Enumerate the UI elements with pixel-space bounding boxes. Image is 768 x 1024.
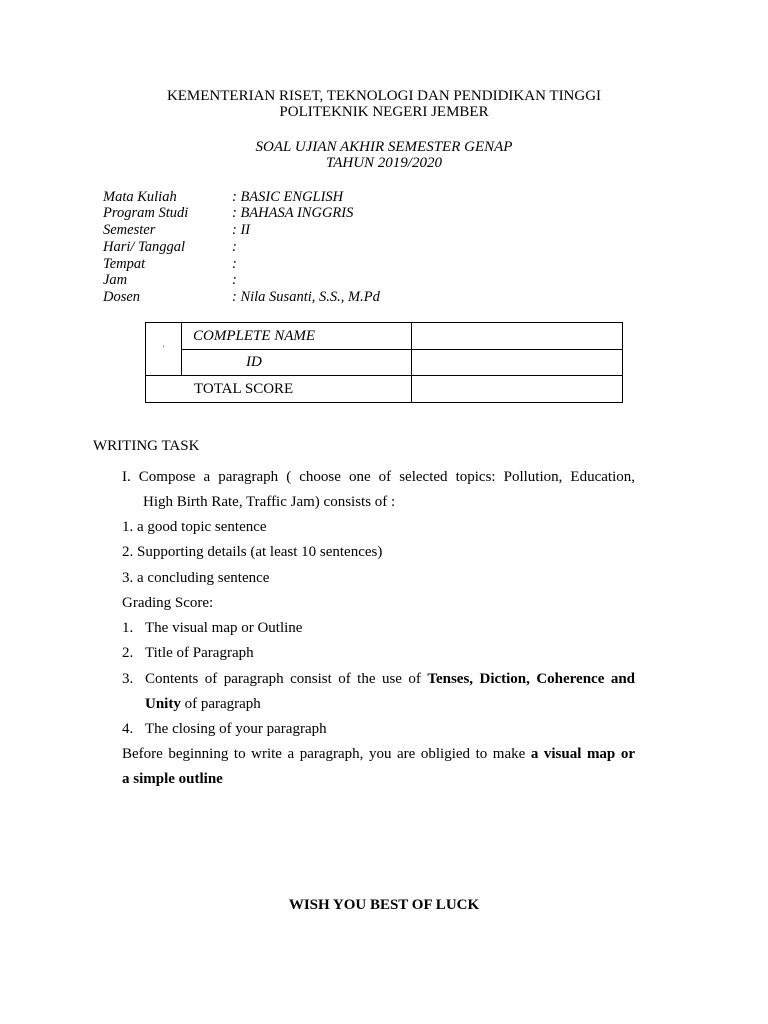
grading-heading: Grading Score: xyxy=(122,595,214,611)
institution-heading: POLITEKNIK NEGERI JEMBER xyxy=(279,104,489,120)
complete-name-label: COMPLETE NAME xyxy=(182,323,412,350)
complete-name-field[interactable] xyxy=(412,323,623,350)
grading-item-3-line-2 xyxy=(145,696,261,713)
total-score-label: TOTAL SCORE xyxy=(146,376,412,403)
good-luck-message: WISH YOU BEST OF LUCK xyxy=(288,897,480,913)
grading-item-3-text: of paragraph xyxy=(180,696,261,712)
table-corner-cell xyxy=(146,323,182,376)
grading-number: 1. xyxy=(122,620,134,636)
grading-number: 4. xyxy=(122,721,134,737)
id-label: ID xyxy=(182,350,412,376)
info-value: : II xyxy=(232,222,251,238)
info-value: : xyxy=(232,272,237,288)
closing-instruction-line-2: a simple outline xyxy=(122,771,223,787)
instruction-line-1: I. Compose a paragraph ( choose one of selected topics: Pollution, Education, xyxy=(122,469,635,485)
student-id-table xyxy=(145,322,623,403)
grading-item: The closing of your paragraph xyxy=(145,721,327,737)
info-value: : Nila Susanti, S.S., M.Pd xyxy=(232,289,380,305)
closing-instruction-text: Before beginning to write a paragraph, you are obligied to make xyxy=(122,746,531,762)
requirement-item: 2. Supporting details (at least 10 sentences) xyxy=(122,544,383,560)
grading-item-3-emphasis: Tenses, Diction, Coherence and xyxy=(427,671,635,687)
grading-item: Title of Paragraph xyxy=(145,645,254,661)
exam-title: SOAL UJIAN AKHIR SEMESTER GENAP xyxy=(255,139,513,155)
id-field[interactable] xyxy=(412,350,623,376)
closing-instruction-emphasis: a visual map or xyxy=(530,746,635,762)
info-value: : BASIC ENGLISH xyxy=(232,189,344,205)
requirement-item: 1. a good topic sentence xyxy=(122,519,267,535)
task-heading: WRITING TASK xyxy=(93,438,200,454)
grading-item-3-text: Contents of paragraph consist of the use of xyxy=(145,671,428,687)
info-label: Program Studi xyxy=(103,205,189,221)
grading-number: 3. xyxy=(122,671,134,687)
info-value: : BAHASA INGGRIS xyxy=(232,205,354,221)
grading-item-3-line-1 xyxy=(145,671,635,688)
info-value: : xyxy=(232,239,237,255)
closing-instruction-line-1 xyxy=(122,746,635,763)
grading-item: The visual map or Outline xyxy=(145,620,303,636)
requirement-item: 3. a concluding sentence xyxy=(122,570,270,586)
exam-year: TAHUN 2019/2020 xyxy=(326,155,442,171)
info-label: Jam xyxy=(103,272,128,288)
grading-number: 2. xyxy=(122,645,134,661)
tick-mark: ' xyxy=(162,343,165,354)
info-label: Dosen xyxy=(103,289,141,305)
info-value: : xyxy=(232,256,237,272)
total-score-field[interactable] xyxy=(412,376,623,403)
ministry-heading: KEMENTERIAN RISET, TEKNOLOGI DAN PENDIDIKAN TINGGI xyxy=(166,88,602,104)
grading-item-3-emphasis: Unity xyxy=(145,696,181,712)
info-label: Semester xyxy=(103,222,156,238)
info-label: Tempat xyxy=(103,256,146,272)
info-label: Mata Kuliah xyxy=(103,189,177,205)
instruction-line-2: High Birth Rate, Traffic Jam) consists of : xyxy=(143,494,396,510)
info-label: Hari/ Tanggal xyxy=(103,239,186,255)
